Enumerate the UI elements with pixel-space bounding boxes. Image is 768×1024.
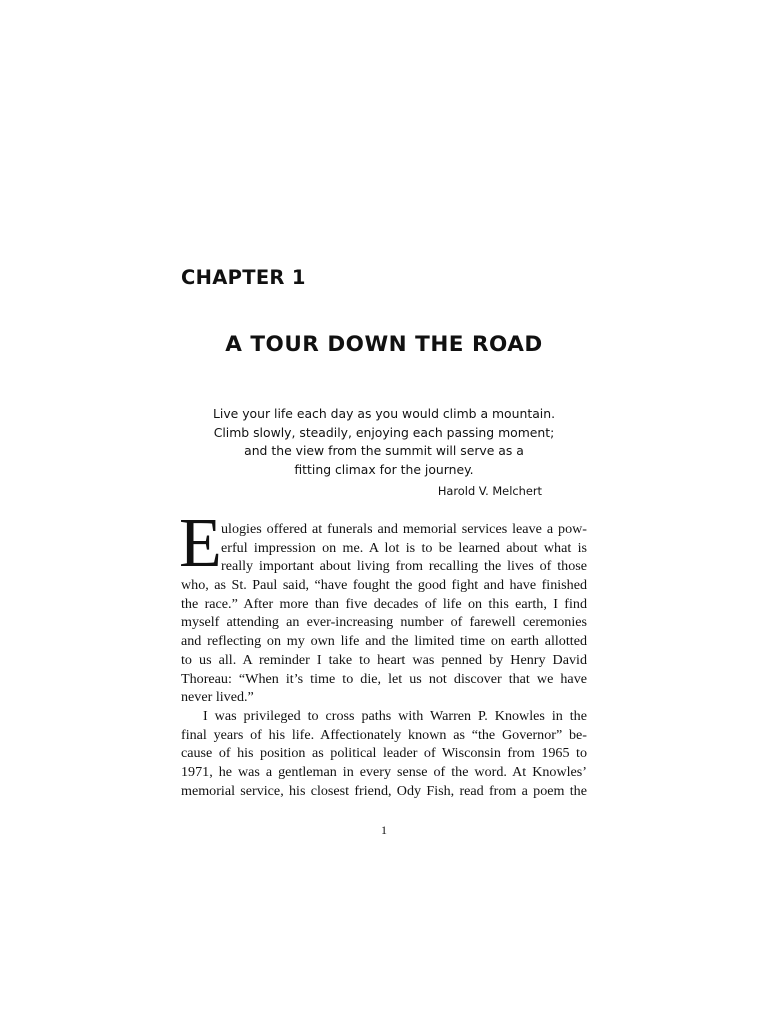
epigraph-line: Live your life each day as you would climb a mountain. <box>212 406 556 421</box>
body-line: cause of his position as political leader of Wisconsin from 1965 to <box>181 745 587 762</box>
body-line: 1971, he was a gentleman in every sense of the word. At Knowles’ <box>181 763 587 780</box>
body-line: I was privileged to cross paths with Warren P. Knowles in the <box>203 707 587 724</box>
body-line: to us all. A reminder I take to heart was penned by Henry David <box>181 651 587 668</box>
body-line: myself attending an ever-increasing number of farewell ceremonies <box>181 614 587 631</box>
epigraph-line: fitting climax for the journey. <box>294 461 474 477</box>
epigraph-attribution: Harold V. Melchert <box>437 484 542 498</box>
body-line: final years of his life. Affectionately known as “the Governor” be- <box>181 726 587 743</box>
epigraph <box>181 405 587 479</box>
page-number: 1 <box>381 823 387 837</box>
body-line: who, as St. Paul said, “have fought the good fight and have finished <box>181 577 587 594</box>
body-text <box>181 520 587 800</box>
drop-cap: E <box>179 505 222 582</box>
body-line: memorial service, his closest friend, Ody Fish, read from a poem the <box>181 782 587 799</box>
chapter-title: A TOUR DOWN THE ROAD <box>225 332 543 357</box>
epigraph-line: and the view from the summit will serve as a <box>244 443 524 459</box>
body-line: the race.” After more than five decades of life on this earth, I find <box>181 595 587 612</box>
chapter-label: CHAPTER 1 <box>181 266 306 289</box>
body-line: erful impression on me. A lot is to be learned about what is <box>221 539 587 556</box>
body-line: ulogies offered at funerals and memorial services leave a pow- <box>221 521 587 537</box>
epigraph-line: Climb slowly, steadily, enjoying each passing moment; <box>213 424 555 440</box>
body-line: really important about living from recalling the lives of those <box>221 558 587 575</box>
body-line: Thoreau: “When it’s time to die, let us not discover that we have <box>181 670 587 687</box>
body-line: and reflecting on my own life and the limited time on earth allotted <box>181 633 587 650</box>
body-line: never lived.” <box>181 689 254 706</box>
